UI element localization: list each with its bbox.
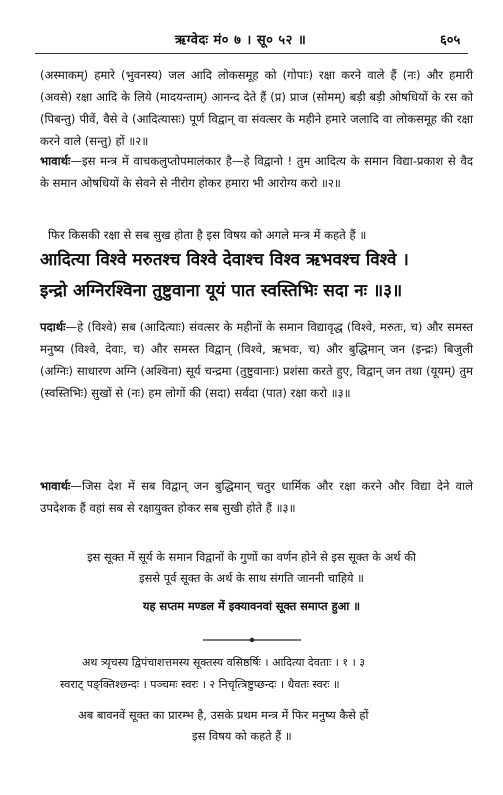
- next-hymn-intro-2: इस विषय को कहते हैं ॥: [192, 729, 292, 743]
- bhavartha-text: —जिस देश में सब विद्वान् जन बुद्धिमान् चतुर धार्मिक और रक्षा करने और विद्या देने वाले उपदेशक हैं वहां सब से रक्षायुक्त होकर सब सुखी होते हैं ॥३॥: [40, 479, 473, 515]
- header-rule: [35, 53, 468, 54]
- mantra-line-2: इन्द्रो अग्निरश्विना तुष्टुवाना यूयं पात स्वस्तिभिः सदा नः ॥३॥: [40, 281, 403, 301]
- bhavartha-text: —इस मन्त्र में वाचकलुप्तोपमालंकार है—हे विद्वानो ! तुम आदित्य के समान विद्या-प्रकाश से वैद के समान ओषधियों के सेवने से नीरोग होकर हमारा भी आरोग्य करो ॥२॥: [40, 154, 473, 190]
- summary-line-2: इससे पूर्व सूक्त के अर्थ के साथ संगति जाननी चाहिये ॥: [139, 571, 364, 585]
- mantra-line-1: आदित्या विश्वे मरुतश्च विश्वे देवाश्च विश्व ऋभवश्च विश्वे ।: [40, 250, 409, 270]
- next-hymn-heading-2: स्वराट् पङ्क्तिश्छन्दः । पञ्चमः स्वरः । २ निचृत्त्रिष्टुप्छन्दः । धैवतः स्वरः ॥: [60, 678, 340, 691]
- colophon: यह सप्तम मण्डल में इक्यावनवां सूक्त समाप्त हुआ ॥: [142, 599, 361, 613]
- bhavartha-3: [40, 475, 473, 519]
- next-hymn-intro-1: अब बावनवें सूक्त का प्रारम्भ है, उसके प्रथम मन्त्र में फिर मनुष्य कैसे हों: [78, 708, 369, 722]
- padartha-label: पदार्थः: [40, 320, 66, 334]
- page-header: [0, 30, 503, 50]
- padartha-3: [40, 316, 473, 404]
- summary-line-1: इस सूक्त में सूर्य के समान विद्वानों के गुणों का वर्णन होने से इस सूक्त के अर्थ की: [87, 550, 416, 564]
- bhavartha-label: भावार्थः: [40, 154, 71, 168]
- bhavartha-label: भावार्थः: [40, 479, 71, 493]
- section-intro: फिर किसकी रक्षा से सब सुख होता है इस विषय को अगले मन्त्र में कहते हैं ॥: [48, 228, 367, 242]
- ornamental-divider: [203, 636, 301, 644]
- page-number: ६०५: [440, 33, 461, 48]
- next-hymn-heading-1: अथ त्र्यृचस्य द्विपंचाशत्तमस्य सूक्तस्य वसिष्ठर्षिः । आदित्या देवताः । १ । ३: [82, 656, 365, 669]
- padartha-text: —हे (विश्वे) सब (आदित्याः) संवत्सर के महीनों के समान विद्यावृद्ध (विश्वे, मरुतः, च) और समस्त मनुष्य (विश्वे, देवाः, च) और समस्त विद्वान् (विश्वे, ऋभवः, च) और बुद्धिमान् जन (इन्द्रः) बिजुली (अग्निः) साधारण अग्नि (अश्विना) सूर्य चन्द्रमा (तुष्टुवानाः) प्रशंसा करते हुए, विद्वान् जन तथा (यूयम्) तुम (स्वस्तिभिः) सुखों से (नः) हम लोगों की (सदा) सर्वदा (पात) रक्षा करो ॥३॥: [40, 320, 473, 400]
- padartha-continuation: (अस्माकम्) हमारे (भुवनस्य) जल आदि लोकसमूह को (गोपाः) रक्षा करने वाले हैं (नः) और हमारी (अवसे) रक्षा आदि के लिये (मादयन्ताम्) आनन्द देते हैं (प्र) प्राज (सोमम्) बड़ी बड़ी ओषधियों के रस को (पिबन्तु) पीवें, वैसे वे (आदित्यासः) पूर्ण विद्वान् वा संवत्सर के महीने हमारे जलादि वा लोकसमूह की रक्षा करने वाले (सन्तु) हों ॥२॥: [40, 68, 473, 148]
- running-title: ऋग्वेदः मं० ७ । सू० ५२ ॥: [175, 33, 307, 48]
- bhavartha-2: [40, 150, 473, 194]
